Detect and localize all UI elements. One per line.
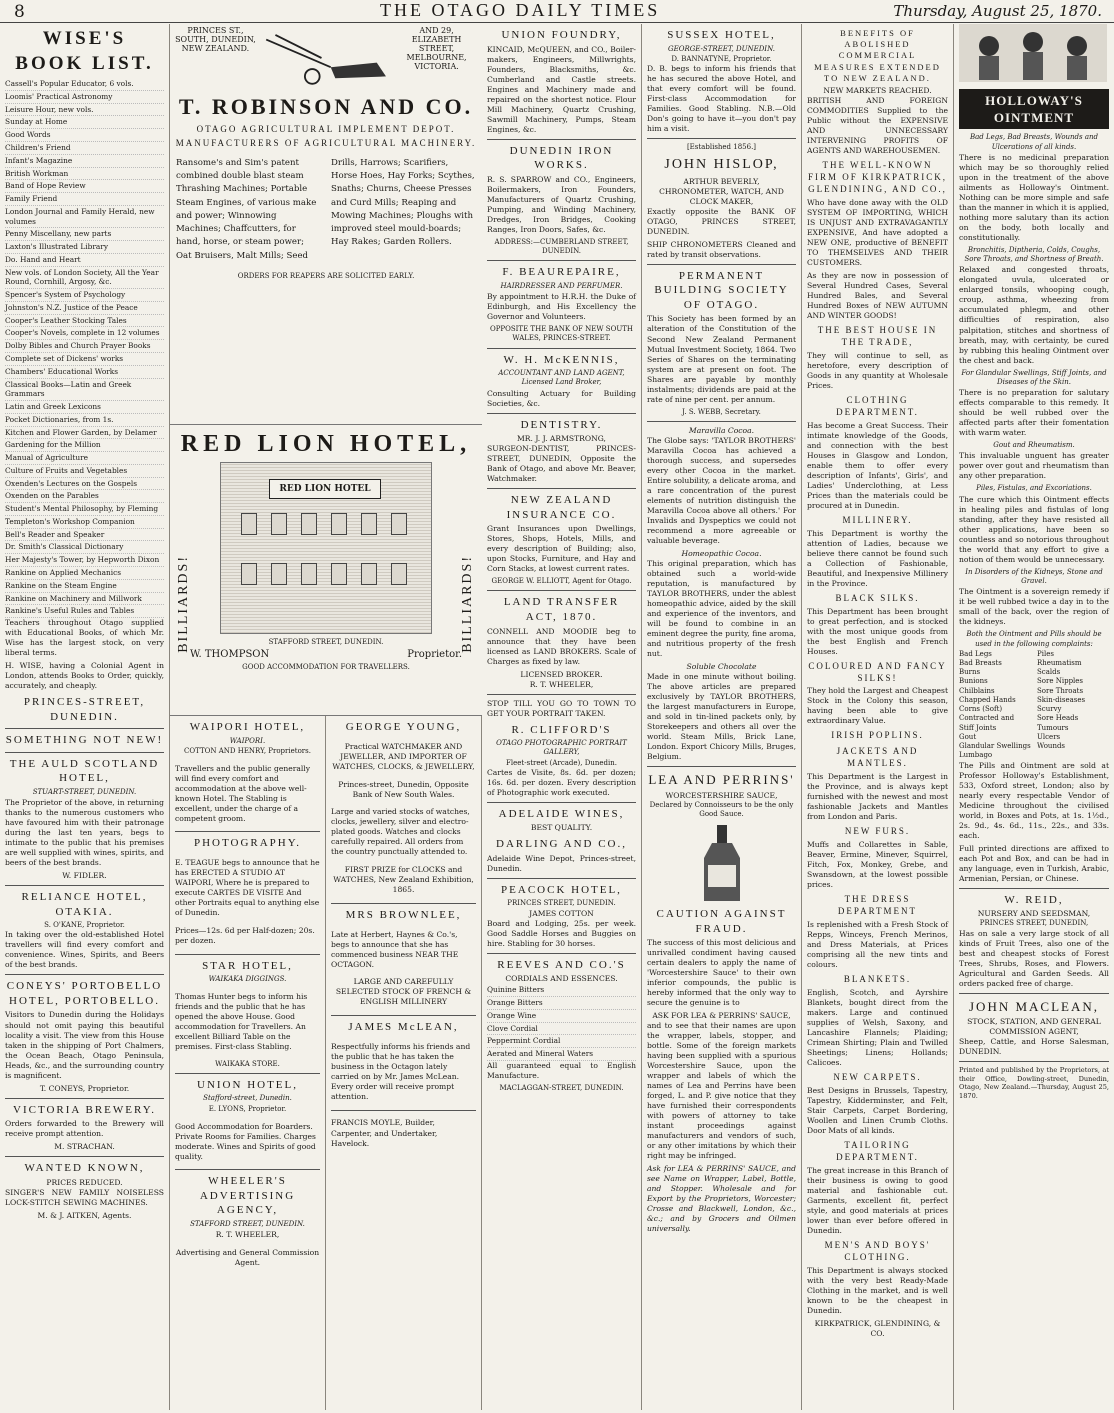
holloway-sub7: Both the Ointment and Pills should be used in the following complaints: [966, 630, 1102, 648]
reeves-item: Orange Wine [487, 1010, 636, 1023]
book-list-heading: WISE'S BOOK LIST. [15, 28, 154, 75]
reeves-item: Clove Cordial [487, 1023, 636, 1036]
agent-notice: H. WISE, having a Colonial Agent in London, attends Books to Order, quickly, accurately, and cheaply. [5, 661, 164, 691]
adelaide-wines-sub: BEST QUALITY. [530, 823, 593, 833]
victoria-brewery-sign: M. STRACHAN. [54, 1142, 115, 1152]
lea-perrins-declared: Declared by Connoisseurs to be the only Good Sauce. [649, 800, 794, 818]
black-silks-body: This Department has been brought to great perfection, and is stocked with the most unique goods from the best English and French Houses. [807, 606, 948, 656]
book-list-item: Dolby Bibles and Church Prayer Books [5, 340, 164, 353]
wanted-known-heading: WANTED KNOWN, [24, 1162, 145, 1175]
paper-title: THE OTAGO DAILY TIMES [380, 0, 661, 20]
reid-body: Has on sale a very large stock of all kinds of Fruit Trees, also one of the best and cheapest stocks of Forest Trees, Shrubs, Roses, and Flowers. Agricultural and Garden Seeds. All orders packed free of charge. [959, 928, 1109, 988]
homeopathic-heading: Homeopathic Cocoa. [681, 549, 762, 559]
robinson-title: T. ROBINSON AND CO. [178, 94, 474, 119]
book-list-item: Complete set of Dickens' works [5, 353, 164, 366]
reeves-foot: All guaranteed equal to English Manufacture. [487, 1060, 636, 1080]
darling-body: Adelaide Wine Depot, Princes-street, Dunedin. [487, 853, 636, 873]
complaint-item: Gout [959, 732, 977, 741]
book-list-item: Manual of Agriculture [5, 452, 164, 465]
book-list-item: Cooper's Leather Stocking Tales [5, 315, 164, 328]
robinson-manufacturers: MANUFACTURERS OF AGRICULTURAL MACHINERY. [175, 138, 477, 148]
column-2-lower-right [326, 716, 482, 1410]
reeves-address: MACLAGGAN-STREET, DUNEDIN. [499, 1083, 624, 1092]
red-lion-title: RED LION HOTEL, [180, 431, 472, 457]
column-4 [642, 24, 802, 1410]
star-hotel-body: Thomas Hunter begs to inform his friends and the public that he has opened the above House. Good accommodation for Travellers. An excellent Billiard Table on the premises. First-class Stabling. [175, 992, 308, 1052]
hislop-ship: SHIP CHRONOMETERS Cleaned and rated by transit observations. [647, 239, 796, 259]
dress-dept-heading: THE DRESS DEPARTMENT [837, 894, 918, 916]
complaint-item: Lumbago [959, 751, 993, 760]
reeves-item: Quinine Bitters [487, 984, 636, 997]
nz-insurance-heading: NEW ZEALAND INSURANCE CO. [506, 494, 617, 521]
dunedin-iron-heading: DUNEDIN IRON WORKS. [509, 144, 614, 172]
book-list-item: Cooper's Novels, complete in 12 volumes [5, 327, 164, 340]
hislop-body: CHRONOMETER, WATCH, AND CLOCK MAKER, [659, 186, 784, 206]
complaint-item: Sore Throats [1037, 686, 1084, 695]
maravilla-heading: Maravilla Cocoa. [688, 425, 755, 435]
complaint-item: Burns [959, 668, 981, 677]
george-young-heading: GEORGE YOUNG, [345, 721, 462, 733]
complaint-item: Chilblains [959, 686, 995, 695]
nz-insurance-body: Grant Insurances upon Dwellings, Stores, Shops, Hotels, Mills, and every description of Building; also, upon Stocks, Furniture, and Hay and Corn Stacks, at lowest current rates. [487, 524, 636, 574]
hislop-sub: ARTHUR BEVERLY, [683, 176, 760, 186]
complaint-item: Scalds [1037, 668, 1061, 677]
book-list-item: Johnston's N.Z. Justice of the Peace [5, 302, 164, 315]
complaint-item: Bad Legs [959, 649, 992, 658]
sussex-address: GEORGE-STREET, DUNEDIN. [668, 44, 775, 53]
book-list-item: Spencer's System of Psychology [5, 289, 164, 302]
union-foundry-heading: UNION FOUNDRY, [501, 29, 622, 41]
mens-clothing-heading: MEN'S AND BOYS' CLOTHING. [824, 1239, 931, 1262]
holloway-body1: There is no medicinal preparation which may be so thoroughly relied upon in the treatment of the above ailments as Holloway's Ointment. Nothing can be more simple and safe than the manner in which it is applied, nothing more salutary than its action on the body, both locally and constitutionally. [959, 152, 1109, 242]
portrait-notice: STOP TILL YOU GO TO TOWN TO GET YOUR PORTRAIT TAKEN. [487, 698, 636, 718]
carpets-heading: NEW CARPETS. [833, 1071, 922, 1082]
holloway-illustration [959, 24, 1107, 82]
reid-address: PRINCES STREET, DUNEDIN, [979, 919, 1089, 928]
new-furs-body: Muffs and Collarettes in Sable, Beaver, Ermine, Minever, Squirrel, Fitch, Fox, Monkey, Grebe, and Swansdown, at the lowest possible prices. [807, 840, 948, 890]
licensed-broker: LICENSED BROKER. [520, 669, 603, 679]
holloway-body9: Full printed directions are affixed to each Pot and Box, and can be had in any language, even in Turkish, Arabic, Armenian, Persian, or Chinese. [959, 843, 1109, 883]
new-furs-heading: NEW FURS. [844, 826, 911, 837]
adelaide-wines-heading: ADELAIDE WINES, [498, 807, 625, 820]
building-society-sign: J. S. WEBB, Secretary. [682, 407, 761, 416]
holloway-sub6: In Disorders of the Kidneys, Stone and Gravel. [965, 567, 1103, 585]
reeves-item: Aerated and Mineral Waters [487, 1048, 636, 1061]
complaint-item: Bad Breasts [959, 658, 1002, 667]
robinson-elizabeth-address: AND 29, ELIZABETH STREET, MELBOURNE, VICTORIA. [406, 26, 467, 71]
robinson-depot: OTAGO AGRICULTURAL IMPLEMENT DEPOT. [196, 124, 456, 134]
holloway-sub3: For Glandular Swellings, Stiff Joints, and Diseases of the Skin. [961, 368, 1107, 386]
millinery-notice: LARGE AND CAREFULLY SELECTED STOCK OF FRENCH & ENGLISH MILLINERY [335, 977, 472, 1007]
holloway-body6: The Ointment is a sovereign remedy if it be well rubbed twice a day in to the small of the back, over the region of the kidneys. [959, 587, 1109, 627]
book-list-item: Rankine's Useful Rules and Tables [5, 605, 164, 618]
red-lion-advert [170, 425, 482, 716]
book-list-item: Gardening for the Million [5, 439, 164, 452]
waipori-prop: COTTON AND HENRY, Proprietors. [184, 746, 311, 755]
book-list-item: Family Friend [5, 193, 164, 206]
darling-heading: DARLING AND CO., [496, 838, 627, 851]
clifford-sub: OTAGO PHOTOGRAPHIC PORTRAIT GALLERY, [496, 739, 627, 757]
robinson-body: Ransome's and Sim's patent combined double blast steam Thrashing Machines; Portable Steam Engines, of various make and power; Winnowing Machines; Chaffcutters, for hand, horse, or steam power; Oat Bruisers, Malt Mills; Seed Drills, Harrows; Scarifiers, Horse Hoes, Hay Forks; Scythes, Snaths; Churns, Cheese Presses and Curd Mills; Reaping and Mowing Machines; Ploughs with improved steel mould-boards; Hay Rakes; Garden Rollers. [176, 157, 475, 261]
lea-perrins-heading: LEA AND PERRINS' [648, 772, 795, 788]
moyle-notice: FRANCIS MOYLE, Builder, Carpenter, and Undertaker, Havelock. [331, 1118, 438, 1148]
wheeler-sign: R. T. WHEELER, [215, 1229, 280, 1239]
beaurepaire-body: By appointment to H.R.H. the Duke of Edinburgh, and His Excellency the Governor and Volunteers. [487, 292, 636, 322]
millinery-body: This Department is worthy the attention of Ladies, because we believe there cannot be found such a Collection of Fashionable, Beautiful, and Inexpensive Millinery in the Province. [807, 528, 948, 588]
book-list-item: Leisure Hour, new vols. [5, 104, 164, 117]
holloway-sub4: Gout and Rheumatism. [993, 441, 1075, 450]
hotel-illustration [220, 462, 432, 634]
book-list-item: Band of Hope Review [5, 180, 164, 193]
dunedin-iron-body: R. S. SPARROW and CO., Engineers, Boilermakers, Iron Founders, Manufacturers of Quartz Crushing, Pumping, and Winding Machinery, Dredges, Iron Bridges, Cooking Ranges, Iron Doors, Safes, &c. [487, 174, 636, 234]
sauce-bottle-illustration [692, 823, 752, 903]
coloured-silks-body: They hold the Largest and Cheapest Stock in the Colony this season, having been able to give extraordinary Value. [807, 686, 948, 726]
complaint-item: Piles [1037, 649, 1054, 658]
book-list-item: Laxton's Illustrated Library [5, 241, 164, 254]
book-list-item: Infant's Magazine [5, 155, 164, 168]
clifford-body: Cartes de Visite, 8s. 6d. per dozen; 16s. 6d. per dozen. Every description of Photographic work executed. [487, 767, 636, 797]
auld-scotland-heading: THE AULD SCOTLAND HOTEL, [9, 757, 160, 785]
hislop-heading: JOHN HISLOP, [664, 157, 779, 173]
waipori-heading: WAIPORI HOTEL, [189, 721, 306, 733]
blankets-heading: BLANKETS. [843, 973, 912, 984]
waikaka-store: WAIKAKA STORE. [215, 1059, 280, 1068]
hislop-established: [Established 1856.] [686, 143, 757, 152]
masthead [0, 0, 1114, 23]
book-list-item: Dr. Smith's Classical Dictionary [5, 541, 164, 554]
book-list-item: Student's Mental Philosophy, by Fleming [5, 503, 164, 516]
carpets-body: Best Designs in Brussels, Tapestry, Tapestry, Kidderminster, and Felt, Stair Carpets, Carpet Bordering, Woollen and Linen Crumb Cloths. Door Mats of all kinds. [807, 1085, 948, 1135]
waipori-sub: WAIPORI. [229, 736, 266, 745]
book-list-item: Culture of Fruits and Vegetables [5, 465, 164, 478]
photography-prices: Prices—12s. 6d per Half-dozen; 20s. per dozen. [175, 926, 315, 946]
brownlee-heading: MRS BROWNLEE, [345, 908, 462, 921]
coloured-silks-heading: COLOURED AND FANCY SILKS! [808, 660, 947, 683]
george-young-sub: Practical WATCHMAKER AND JEWELLER, AND IMPORTER OF WATCHES, CLOCKS, & JEWELLERY, [332, 742, 475, 772]
book-list-item: Rankine on Applied Mechanics [5, 567, 164, 580]
beaurepaire-heading: F. BEAUREPAIRE, [502, 266, 621, 279]
wise-address: PRINCES-STREET, DUNEDIN. [23, 696, 146, 723]
mens-clothing-body: This Department is always stocked with the very best Ready-Made Clothing in the market, and is well known to be the cheapest in Dunedin. [807, 1265, 948, 1315]
column-3 [482, 24, 642, 1410]
maravilla-body: The Globe says: 'TAYLOR BROTHERS' Maravilla Cocoa has achieved a thorough success, and supersedes every other Cocoa in the market. Entire solubility, a delicate aroma, and a rare concentration of the purest elements of nutrition distinguish the Maravilla Cocoa above all others.' For Invalids and Dyspeptics we could not recommend a more agreeable or valuable beverage. [647, 435, 797, 546]
land-transfer-heading: LAND TRANSFER ACT, 1870. [503, 596, 620, 623]
reeves-heading: REEVES AND CO.'S [497, 958, 626, 971]
column-1 [0, 24, 170, 1410]
clothing-body: Has become a Great Success. Their intimate knowledge of the Goods, and connection with the best Houses in Glasgow and London, enable them to offer every description of Infants', Girls', and Ladies' Underclothing, at Less Prices than the materials could be procured at in Dunedin. [807, 420, 948, 510]
complaint-item: Sore Heads [1037, 714, 1079, 723]
irish-poplins-heading: IRISH POPLINS. [831, 730, 924, 741]
dentist-name: MR. J. J. ARMSTRONG, [517, 434, 606, 444]
maclean-body: Sheep, Cattle, and Horse Salesman, DUNEDIN. [959, 1036, 1109, 1056]
book-list-item: Good Words [5, 129, 164, 142]
robinson-advert [170, 24, 482, 425]
book-list-item: Oxenden's Lectures on the Gospels [5, 478, 164, 491]
peacock-name: JAMES COTTON [529, 908, 594, 918]
brownlee-body: Late at Herbert, Haynes & Co.'s, begs to announce that she has commenced business NEAR THE OCTAGON. [331, 929, 459, 969]
dentistry-heading: DENTISTRY. [520, 418, 603, 431]
coneys-heading: CONEYS' PORTOBELLO HOTEL, PORTOBELLO. [6, 980, 163, 1007]
singer-sign: M. & J. AITKEN, Agents. [37, 1210, 132, 1220]
book-list-item: Bell's Reader and Speaker [5, 529, 164, 542]
waipori-body: Travellers and the public generally will find every comfort and accommodation at the above well-known Hotel. The Stabling is excellent, under the charge of a competent groom. [175, 763, 311, 823]
holloway-body3: There is no preparation for salutary effects comparable to this remedy. It should be well rubbed over the affected parts after their fomentation with warm water. [959, 388, 1109, 438]
jackets-heading: JACKETS AND MANTLES. [836, 746, 919, 769]
column-2-lower-left [170, 716, 326, 1410]
maclean-heading: JOHN MACLEAN, [969, 998, 1099, 1014]
book-list-item: Children's Friend [5, 142, 164, 155]
beaurepaire-address: OPPOSITE THE BANK OF NEW SOUTH WALES, PRINCES-STREET. [489, 325, 634, 343]
red-lion-street: STAFFORD STREET, DUNEDIN. [268, 638, 384, 646]
coneys-sign: T. CONEYS, Proprietor. [39, 1083, 130, 1093]
page-number: 8 [14, 2, 25, 22]
reeves-sub: CORDIALS AND ESSENCES. [505, 974, 618, 984]
red-lion-proprietor-label: Proprietor. [407, 649, 462, 660]
reeves-item: Peppermint Cordial [487, 1035, 636, 1048]
hislop-address: Exactly opposite the BANK OF OTAGO, PRINCES STREET, DUNEDIN. [647, 206, 796, 236]
kg-sub: NEW MARKETS REACHED. [823, 86, 932, 96]
wheeler-heading: WHEELER'S ADVERTISING AGENCY, [199, 1175, 296, 1217]
prices-reduced: PRICES REDUCED. [46, 1177, 123, 1187]
sussex-heading: SUSSEX HOTEL, [667, 29, 776, 41]
singer-ad: SINGER'S NEW FAMILY NOISELESS LOCK-STITCH SEWING MACHINES. [5, 1187, 164, 1207]
book-list-item: Oxenden on the Parables [5, 490, 164, 503]
lea-perrins-body2: and to see that their names are upon the wrapper, labels, stopper, and bottle. Some of the foreign markets having been supplied with a spurious Worcestershire Sauce, upon the wrapper and labels of which the names of Lea and Perrins have been forged, L. and P. give notice that they have furnished their correspondents with powers of attorney to take instant proceedings against manufacturers and vendors of such, or any other imitations by which their right may be infringed. [647, 1021, 796, 1161]
union-hotel-body: Good Accommodation for Boarders. Private Rooms for Families. Charges moderate. Wines and Spirits of good quality. [175, 1121, 316, 1161]
building-society-heading: PERMANENT BUILDING SOCIETY OF OTAGO. [654, 269, 789, 311]
book-list-item: Rankine on the Steam Engine [5, 580, 164, 593]
building-society-body: This Society has been formed by an alteration of the Constitution of the Second New Zealand Permanent Mutual Investment Society, 1864. Two Series of Shares on the terminating system are at present on foot. The Shares are payable by monthly instalments; dividends are paid at the rate of nine per cent. per annum. [647, 314, 796, 404]
plough-illustration [257, 28, 395, 88]
reliance-proprietor: S. O'KANE, Proprietor. [44, 921, 125, 930]
lea-perrins-sub: WORCESTERSHIRE SAUCE, [665, 790, 778, 800]
complaint-item: Ulcers [1037, 732, 1061, 741]
holloway-body4: This invaluable unguent has greater power over gout and rheumatism than any other preparation. [959, 451, 1109, 481]
book-list-item: Chambers' Educational Works [5, 366, 164, 379]
nz-insurance-sign: GEORGE W. ELLIOTT, Agent for Otago. [491, 577, 632, 586]
homeopathic-body: This original preparation, which has obtained such a world-wide reputation, is manufactured by TAYLOR BROTHERS, under the ablest homeopathic advice, aided by the skill and experience of the inventors, and will be found to combine in an eminent degree the purity, fine aroma, and nutritious property of the fresh nut. [647, 559, 796, 659]
mckennis-sub: ACCOUNTANT AND LAND AGENT, Licensed Land Broker, [498, 369, 625, 387]
teachers-notice: Teachers throughout Otago supplied with Educational Books, of which Mr. Wise has the largest stock, on very liberal terms. [5, 618, 164, 658]
book-list-item: Loomis' Practical Astronomy [5, 91, 164, 104]
star-hotel-sub: WAIKAKA DIGGINGS. [208, 975, 287, 984]
column-5 [802, 24, 954, 1410]
kg-signature: KIRKPATRICK, GLENDINING, & CO. [814, 1318, 941, 1338]
peacock-heading: PEACOCK HOTEL, [501, 883, 622, 896]
complaint-item: Tumours [1037, 723, 1069, 732]
black-silks-heading: BLACK SILKS. [835, 592, 920, 603]
land-transfer-body: CONNELL AND MOODIE beg to announce that they have been licensed as LAND BROKERS. Scale of Charges as fixed by law. [487, 626, 636, 666]
kg-firm-body: Who have done away with the OLD SYSTEM OF IMPORTING, WHICH IS UNJUST AND EXTRAVAGANTLY EXPENSIVE, And have adopted a NEW ONE, productive of BENEFIT TO THEMSELVES AND THEIR CUSTOMERS. [807, 197, 948, 267]
blankets-body: English, Scotch, and Ayrshire Blankets, bought direct from the makers. Large and continued supplies of Welsh, Saxony, and Lancashire Flannels; Plaiding; Crimean Shirting; Plain and Twilled Sheetings; Linens; Hollands; Calicoes. [807, 987, 948, 1067]
mckennis-body: Consulting Actuary for Building Societies, &c. [487, 388, 636, 408]
book-list-item: Penny Miscellany, new parts [5, 228, 164, 241]
kg-firm: THE WELL-KNOWN FIRM OF KIRKPATRICK, GLENDINING, AND CO., [808, 160, 947, 194]
billiards-left: BILLIARDS! [176, 555, 191, 653]
complaint-item: Skin-diseases [1037, 695, 1086, 704]
wheeler-body: Advertising and General Commission Agent. [175, 1247, 320, 1267]
holloway-body8: The Pills and Ointment are sold at Professor Holloway's Establishment, 533, Oxford street, London; also by nearly every respectable Vendor of Medicine throughout the civilised world, in Boxes and Pots, at 1s. 1½d., 2s. 9d., 4s. 6d., 11s., 22s., and 33s. each. [959, 760, 1109, 840]
reid-sub: NURSERY AND SEEDSMAN, [977, 909, 1091, 919]
red-lion-proprietor: W. THOMPSON [190, 649, 270, 660]
reeves-list [487, 984, 636, 1061]
union-hotel-heading: UNION HOTEL, [197, 1078, 298, 1091]
union-hotel-prop: E. LYONS, Proprietor. [208, 1104, 287, 1113]
book-list-item: Latin and Greek Lexicons [5, 401, 164, 414]
dress-dept-body: Is replenished with a Fresh Stock of Repps, Winceys, French Merinos, and Dress Materials, at Prices comprising all the new tints and colours. [807, 919, 948, 969]
lea-perrins-body: The success of this most delicious and unrivalled condiment having caused certain dealers to apply the name of 'Worcestershire Sauce' to their own inferior compounds, the public is hereby informed that the only way to secure the genuine is to [647, 938, 796, 1008]
tailoring-heading: TAILORING DEPARTMENT. [836, 1139, 919, 1162]
book-list-item: Templeton's Workshop Companion [5, 516, 164, 529]
george-young-address: Princes-street, Dunedin, Opposite Bank of New South Wales. [338, 779, 469, 799]
reliance-body: In taking over the old-established Hotel travellers will find every comfort and convenience. Wines, Spirits, and Beers of the best brands. [5, 930, 164, 970]
tailoring-body: The great increase in this Branch of their business is owing to good material and fashionable cut. Garments, excellent fit, perfect style, and good materials at prices lower than ever before offered in Dunedin. [807, 1165, 948, 1235]
sussex-body: D. B. begs to inform his friends that he has secured the above Hotel, and that every comfort will be found. First-class Accommodation for Families. Good Stabling. N.B.—Old Don's going to have it—you don't pay him a visit. [647, 63, 796, 134]
reliance-heading: RELIANCE HOTEL, OTAKIA. [21, 891, 148, 918]
complaint-item: Rheumatism [1037, 658, 1082, 667]
book-list-item: London Journal and Family Herald, new volumes [5, 206, 164, 229]
reeves-item: Orange Bitters [487, 997, 636, 1010]
holloway-banner: HOLLOWAY'S OINTMENT [959, 89, 1109, 129]
lea-perrins-foot: Ask for LEA & PERRINS' SAUCE, and see Name on Wrapper, Label, Bottle, and Stopper. Wholesale and for Export by the Proprietors, Worcester; Crosse and Blackwell, London, &c., &c.; and by Grocers and Oilmen universally. [647, 1164, 796, 1234]
wheeler-sub: STAFFORD STREET, DUNEDIN. [190, 1219, 305, 1228]
chocolate-heading: Soluble Chocolate [686, 662, 757, 672]
george-young-prize: FIRST PRIZE for CLOCKS and WATCHES, New Zealand Exhibition, 1865. [333, 865, 474, 895]
auld-scotland-address: STUART-STREET, DUNEDIN. [32, 787, 137, 796]
kg-body: BRITISH AND FOREIGN COMMODITIES Supplied to the Public without the EXPENSIVE AND UNNECESSARY INTERVENING PROFITS OF AGENTS AND WAREHOUSEMEN. [807, 96, 948, 156]
robinson-footer: ORDERS FOR REAPERS ARE SOLICITED EARLY. [237, 271, 415, 280]
column-6 [954, 24, 1114, 1410]
photography-body: E. TEAGUE begs to announce that he has ERECTED A STUDIO AT WAIPORI, Where he is prepared to execute CARTES DE VISITE And other Portraits equal to anything else of Dunedin. [175, 858, 320, 918]
holloway-body5: The cure which this Ointment effects in healing piles and fistulas of long standing, after they have resisted all other applications, have been so countless and so notorious throughout the world that any effort to give a notion of them would be unnecessary. [959, 494, 1109, 564]
chocolate-body: Made in one minute without boiling. The above articles are prepared exclusively by TAYLOR BROTHERS, the largest manufacturers in Europe, and sold in tin-lined packets only, by Storekeepers and others all over the world. Steam Mills, Brick Lane, London. Export Chicory Mills, Bruges, Belgium. [647, 672, 796, 762]
kg-firm-body2: As they are now in possession of Several Hundred Cases, Several Hundred Bales, and Several Hundred Boxes of NEW AUTUMN AND WINTER GOODS! [807, 270, 948, 320]
robinson-princes-address: PRINCES ST., SOUTH, DUNEDIN, NEW ZEALAND. [175, 26, 256, 53]
star-hotel-heading: STAR HOTEL, [202, 959, 293, 972]
best-house-heading: THE BEST HOUSE IN THE TRADE, [817, 325, 938, 347]
complaint-item: Corns (Soft) [959, 705, 1003, 714]
complaint-item: Wounds [1037, 742, 1066, 751]
auld-scotland-sign: W. FIDLER. [62, 871, 107, 881]
clifford-heading: R. CLIFFORD'S [511, 723, 612, 736]
hotel-sign: RED LION HOTEL [269, 479, 381, 499]
kg-heading: BENEFITS OF ABOLISHED COMMERCIAL MEASURES EXTENDED TO NEW ZEALAND. [814, 28, 941, 83]
book-list-item: New vols. of London Society, All the Year Round, Cornhill, Argosy, &c. [5, 267, 164, 290]
george-young-body: Large and varied stocks of watches, clocks, jewellery, silver and electro-plated goods. Watches and clocks carefully repaired. All orders from the country punctually attended to. [331, 807, 470, 857]
dunedin-iron-address: ADDRESS:—CUMBERLAND STREET, DUNEDIN. [494, 237, 629, 256]
book-list [5, 78, 164, 618]
something-not-new-heading: SOMETHING NOT NEW! [5, 734, 164, 747]
clifford-address: Fleet-street (Arcade), Dunedin. [506, 758, 617, 767]
coneys-body: Visitors to Dunedin during the Holidays should not omit paying this beautiful locality a visit. The view from this House taken in the shipping of Port Chalmers, the Ocean Beach, Otago Peninsula, Heads, &c., and the surrounding country is magnificent. [5, 1010, 164, 1080]
complaint-item: Glandular Swellings [959, 742, 1031, 751]
book-list-item: British Workman [5, 168, 164, 181]
book-list-item: Do. Hand and Heart [5, 254, 164, 267]
jackets-body: This Department is the Largest in the Province, and is always kept furnished with the newest and most fashionable Jackets and Mantles from London and Paris. [807, 772, 948, 822]
book-list-item: Classical Books—Latin and Greek Grammars [5, 379, 164, 402]
book-list-item: Kitchen and Flower Garden, by Delamer [5, 427, 164, 440]
imprint: Printed and published by the Proprietors, at their Office, Dowling-street, Dunedin, Otago, New Zealand.—Thursday, August 25, 1870. [959, 1065, 1109, 1100]
complaint-item: Sore Nipples [1037, 677, 1084, 686]
broker-name: R. T. WHEELER, [529, 679, 594, 689]
sussex-prop: D. BANNATYNE, Proprietor. [671, 54, 772, 63]
peacock-body: Board and Lodging, 25s. per week. Good Saddle Horses and Buggies on hire. Stabling for 30 horses. [487, 918, 636, 948]
reid-heading: W. REID, [1004, 893, 1064, 906]
holloway-sub5: Piles, Fistulas, and Excoriations. [976, 484, 1092, 493]
millinery-heading: MILLINERY. [842, 514, 913, 525]
holloway-complaints-list [959, 650, 1109, 761]
union-foundry-body: KINCAID, McQUEEN, and CO., Boiler-makers, Engineers, Millwrights, Founders, Blacksmiths, &c. Cumberland and Castle streets. Engines and Machinery made and repaired on the shortest notice. Flour Mill Machinery, Quartz Crushing, Sawmill Machinery, Pumps, Steam Engines, &c. [487, 44, 636, 134]
holloway-body2: Relaxed and congested throats, elongated uvula, ulcerated or enlarged tonsils, whooping cough, croup, asthma, wheezing from accumulated phlegm, and other difficulties of respiration, also palpitation, stitches and shortness of breath, may, with certainty, be cured by rubbing this healing Ointment over the chest and back. [959, 265, 1109, 365]
red-lion-footer: GOOD ACCOMMODATION FOR TRAVELLERS. [242, 663, 410, 671]
complaint-item: Bunions [959, 677, 988, 686]
caution-heading: CAUTION AGAINST FRAUD. [656, 908, 787, 935]
auld-scotland-body: The Proprietor of the above, in returning thanks to the numerous customers who have favoured him with their patronage during the last ten years, begs to intimate to the public that his premises are well supplied with wines, spirits, and beers of the best brands. [5, 798, 164, 868]
book-list-item: Cassell's Popular Educator, 6 vols. [5, 78, 164, 91]
book-list-item: Her Majesty's Tower, by Hepworth Dixon [5, 554, 164, 567]
victoria-brewery-heading: VICTORIA BREWERY. [13, 1103, 156, 1116]
book-list-item: Pocket Dictionaries, from 1s. [5, 414, 164, 427]
maclean-sub: STOCK, STATION, AND GENERAL COMMISSION AGENT, [967, 1016, 1101, 1036]
clothing-heading: CLOTHING DEPARTMENT. [836, 394, 919, 417]
lea-perrins-ask: ASK FOR LEA & PERRINS' SAUCE, [652, 1011, 791, 1021]
complaint-item: Chapped Hands [959, 695, 1016, 704]
victoria-brewery-body: Orders forwarded to the Brewery will receive prompt attention. [5, 1119, 164, 1139]
dentist-body: SURGEON-DENTIST, PRINCES-STREET, DUNEDIN, Opposite the Bank of Otago, and above Mr. Beaver, Watchmaker. [487, 444, 636, 484]
mclean-body: Respectfully informs his friends and the public that he has taken the business in the Octagon lately carried on by Mr. James McLean. Every order will receive prompt attention. [331, 1042, 471, 1102]
holloway-sub1: Bad Legs, Bad Breasts, Wounds and Ulcerations of all kinds. [969, 133, 1099, 151]
best-house-body: They will continue to sell, as heretofore, every description of Goods in any quantity at Wholesale Prices. [807, 350, 948, 390]
holloway-sub2: Bronchitis, Diptheria, Colds, Coughs, Sore Throats, and Shortness of Breath. [964, 245, 1104, 264]
union-hotel-sub: Stafford-street, Dunedin. [203, 1094, 292, 1103]
complaint-item: Scurvy [1037, 705, 1062, 714]
complaint-item: Contracted and Stiff Joints [959, 714, 1015, 732]
mckennis-heading: W. H. McKENNIS, [503, 353, 620, 366]
photography-heading: PHOTOGRAPHY. [193, 837, 302, 850]
book-list-item: Rankine on Machinery and Millwork [5, 593, 164, 606]
beaurepaire-sub: HAIRDRESSER AND PERFUMER. [500, 281, 623, 290]
peacock-address: PRINCES STREET, DUNEDIN. [507, 899, 616, 908]
book-list-item: Sunday at Home [5, 116, 164, 129]
billiards-right: BILLIARDS! [460, 555, 475, 653]
mclean-heading: JAMES McLEAN, [348, 1021, 459, 1034]
issue-date: Thursday, August 25, 1870. [893, 2, 1102, 20]
